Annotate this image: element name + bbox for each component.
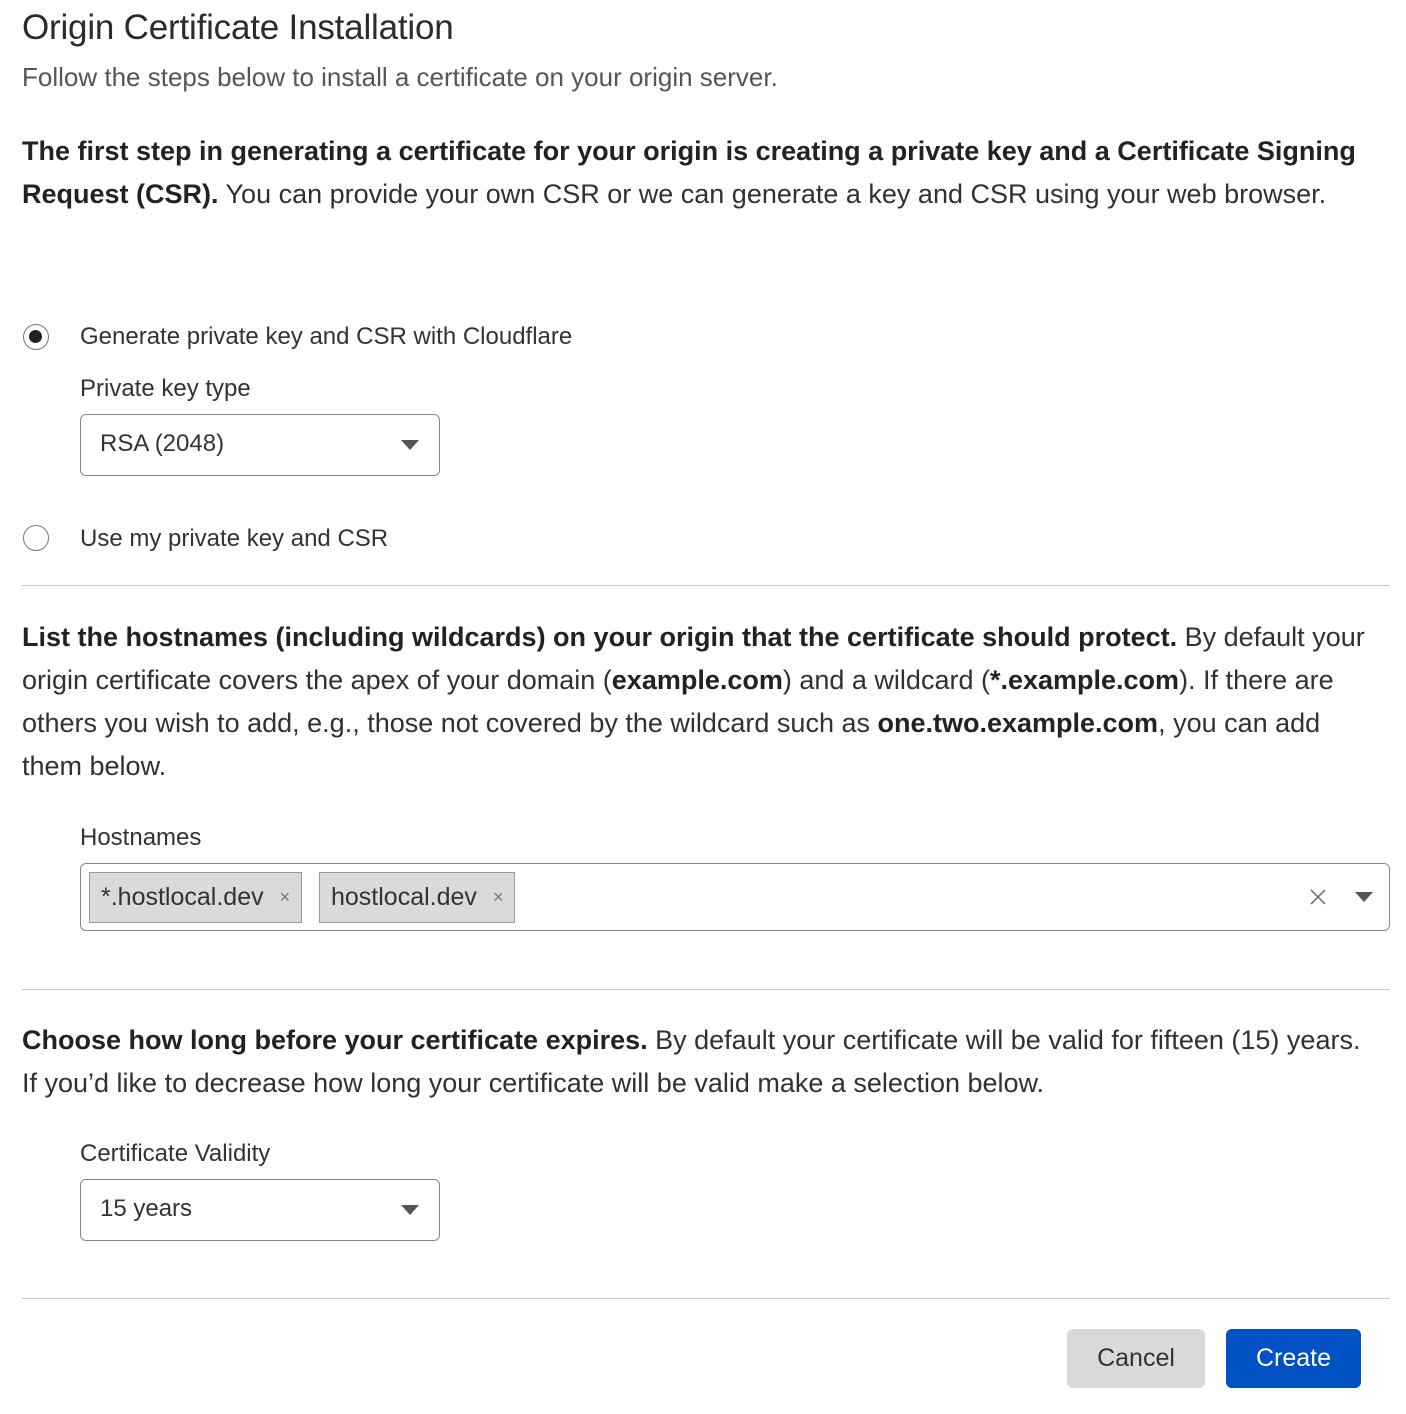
step1-text: You can provide your own CSR or we can generate a key and CSR using your web browser.	[218, 179, 1327, 209]
chevron-down-icon	[401, 1205, 419, 1215]
step3-description	[22, 1019, 1382, 1105]
cancel-button[interactable]: Cancel	[1067, 1329, 1205, 1388]
hostname-tag	[319, 872, 515, 923]
certificate-validity-label: Certificate Validity	[80, 1140, 271, 1167]
step1-description	[22, 130, 1382, 216]
certificate-validity-value: 15 years	[100, 1195, 193, 1222]
divider	[22, 989, 1390, 990]
step3-bold: Choose how long before your certificate expires.	[22, 1025, 648, 1055]
page-subtitle: Follow the steps below to install a certificate on your origin server.	[22, 62, 778, 92]
step2-text-segment: ). If there are others you wish to add, e.g., those not covered by the wildcard such as	[22, 665, 1334, 738]
hostnames-input[interactable]	[80, 863, 1390, 931]
step2-text-segment: , you can add them below.	[22, 708, 1321, 781]
radio-generate-label[interactable]: Generate private key and CSR with Cloudflare	[80, 323, 573, 350]
clear-all-icon[interactable]	[1310, 889, 1326, 905]
radio-own-key-label[interactable]: Use my private key and CSR	[80, 525, 389, 552]
hostnames-label: Hostnames	[80, 824, 202, 851]
private-key-type-value: RSA (2048)	[100, 430, 225, 457]
radio-own-key[interactable]	[23, 525, 49, 551]
step2-text-segment: ) and a wildcard (	[782, 665, 990, 695]
step2-text-segment: example.com	[611, 665, 783, 695]
remove-tag-icon[interactable]: ×	[279, 887, 291, 907]
step2-text-segment: List the hostnames (including wildcards) on your origin that the certificate should protect.	[22, 622, 1178, 652]
divider	[22, 585, 1390, 586]
page-title: Origin Certificate Installation	[22, 8, 454, 47]
step2-text-segment: *.example.com	[989, 665, 1180, 695]
hostname-tag-label: hostlocal.dev	[331, 883, 477, 911]
step2-text-segment: one.two.example.com	[877, 708, 1159, 738]
private-key-type-select[interactable]	[80, 414, 440, 476]
chevron-down-icon[interactable]	[1355, 892, 1373, 902]
certificate-validity-select[interactable]	[80, 1179, 440, 1241]
radio-generate[interactable]	[23, 324, 49, 350]
hostname-tag	[89, 872, 302, 923]
step2-text-segment: By default your origin certificate covers the apex of your domain (	[22, 622, 1365, 695]
step3-text: By default your certificate will be valid for fifteen (15) years. If you’d like to decrease how long your certificate will be valid make a selection below.	[22, 1025, 1361, 1098]
step1-bold: The first step in generating a certificate for your origin is creating a private key and a Certificate Signing Request (CSR).	[22, 136, 1356, 209]
hostname-tag-label: *.hostlocal.dev	[101, 883, 264, 911]
private-key-type-label: Private key type	[80, 375, 251, 402]
chevron-down-icon	[401, 440, 419, 450]
step2-description	[22, 616, 1382, 788]
divider	[22, 1298, 1390, 1299]
remove-tag-icon[interactable]: ×	[492, 887, 504, 907]
create-button[interactable]: Create	[1226, 1329, 1361, 1388]
